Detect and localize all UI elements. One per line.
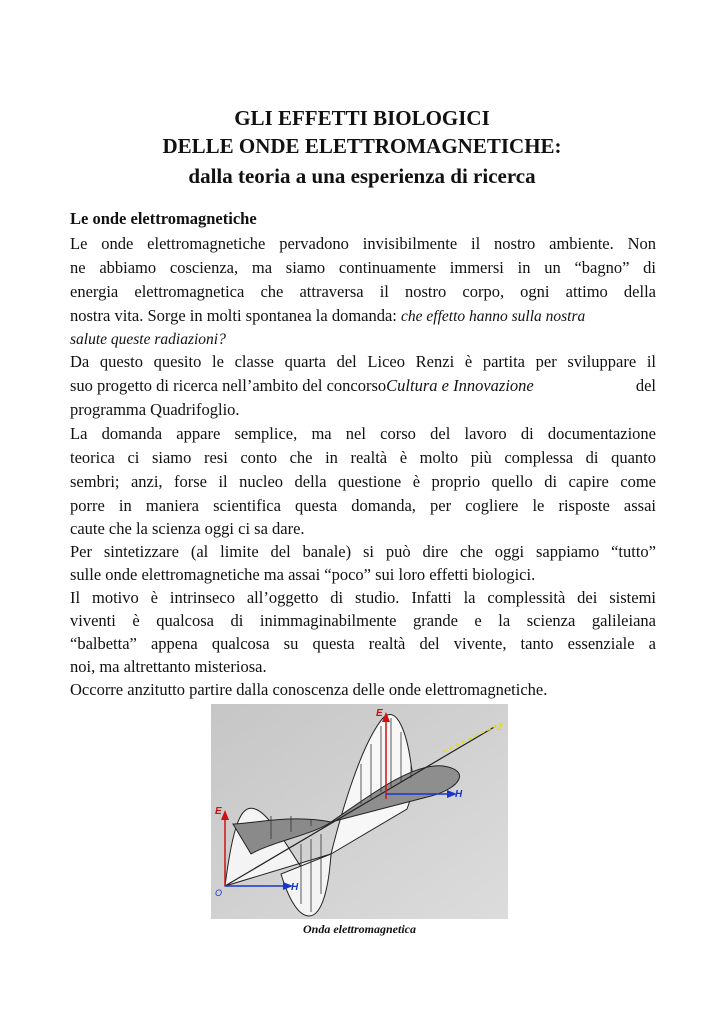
paragraph-line: Da questo quesito le classe quarta del Liceo Renzi è partita per sviluppare il <box>70 352 656 371</box>
paragraph-line: La domanda appare semplice, ma nel corso del lavoro di documentazione <box>70 424 656 443</box>
em-wave-figure <box>211 704 508 919</box>
paragraph-line: caute che la scienza oggi ci sa dare. <box>70 519 305 538</box>
label-z-axis: Z <box>497 722 503 732</box>
em-wave-illustration <box>211 704 508 919</box>
figure-caption: Onda elettromagnetica <box>303 922 416 936</box>
label-e-top: E <box>376 708 383 719</box>
title-line-1: GLI EFFETTI BIOLOGICI <box>234 106 490 130</box>
title-line-3: dalla teoria a una esperienza di ricerca <box>188 164 536 188</box>
paragraph-line <box>70 305 656 328</box>
title-line-2: DELLE ONDE ELETTROMAGNETICHE: <box>162 134 562 158</box>
paragraph-line: Per sintetizzare (al limite del banale) si può dire che oggi sappiamo “tutto” <box>70 542 656 561</box>
italic-question-end: salute queste radiazioni? <box>70 331 226 348</box>
section-heading: Le onde elettromagnetiche <box>70 209 257 228</box>
paragraph-line: sulle onde elettromagnetiche ma assai “poco” sui loro effetti biologici. <box>70 565 536 584</box>
paragraph-line: “balbetta” appena qualcosa su questa realtà del vivente, tanto essenziale a <box>70 634 656 653</box>
paragraph-line: programma Quadrifoglio. <box>70 400 240 419</box>
label-h-right: H <box>455 789 463 800</box>
label-e-left: E <box>215 806 222 817</box>
italic-question: che effetto hanno sulla nostra <box>401 308 586 325</box>
paragraph-line: viventi è qualcosa di inimmaginabilmente grande e la scienza galileiana <box>70 611 656 630</box>
paragraph-line: energia elettromagnetica che attraversa il nostro corpo, ogni attimo della <box>70 282 656 301</box>
paragraph-line: Occorre anzitutto partire dalla conoscenza delle onde elettromagnetiche. <box>70 680 548 699</box>
text-run: del <box>635 376 656 395</box>
text-run: suo progetto di ricerca nell’ambito del concorso <box>70 376 387 395</box>
paragraph-line: noi, ma altrettanto misteriosa. <box>70 657 267 676</box>
paragraph-line: Le onde elettromagnetiche pervadono invisibilmente il nostro ambiente. Non <box>70 234 656 253</box>
text-run: nostra vita. Sorge in molti spontanea la domanda: <box>70 306 402 325</box>
paragraph-line: Il motivo è intrinseco all’oggetto di studio. Infatti la complessità dei sistemi <box>70 588 656 607</box>
paragraph-line: sembri; anzi, forse il nucleo della questione è proprio quello di capire come <box>70 472 656 491</box>
paragraph-line <box>70 375 656 397</box>
label-origin: O <box>215 888 223 898</box>
italic-contest-name: Cultura e Innovazione <box>386 376 534 395</box>
paragraph-line: ne abbiamo coscienza, ma siamo continuamente immersi in un “bagno” di <box>70 258 656 277</box>
label-h-bottom: H <box>291 882 299 893</box>
paragraph-line: porre in maniera scientifica questa domanda, per cogliere le risposte assai <box>70 496 656 515</box>
paragraph-line: teorica ci siamo resi conto che in realtà è molto più complessa di quanto <box>70 448 656 467</box>
